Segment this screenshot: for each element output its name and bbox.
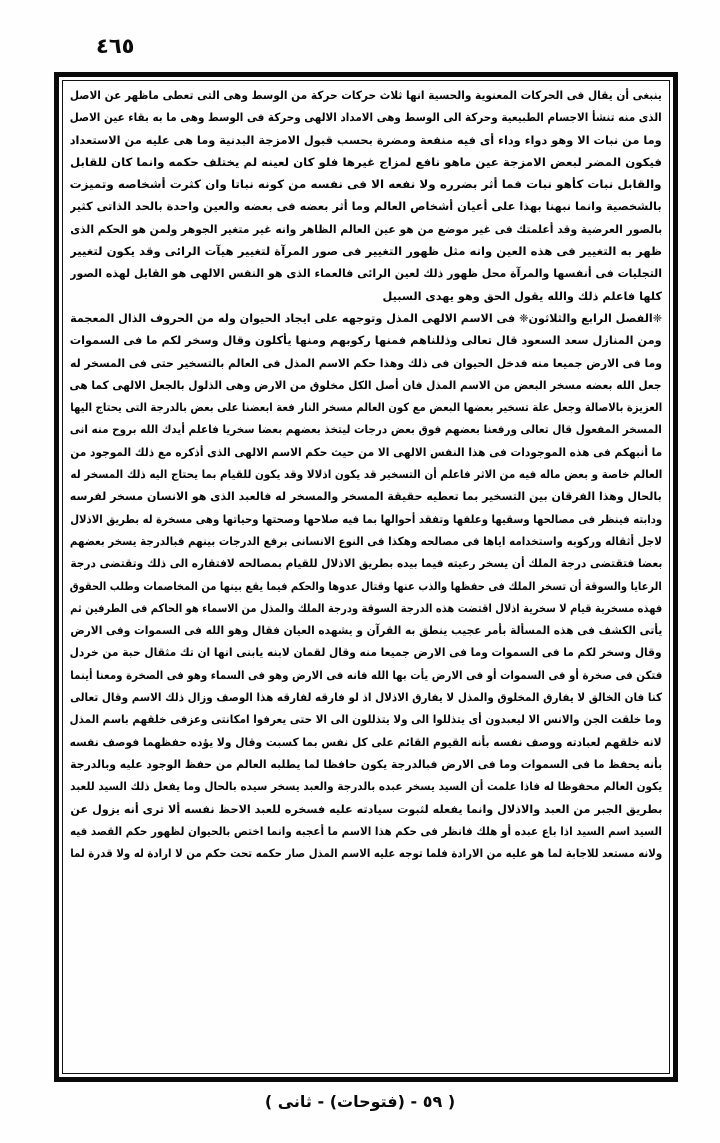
line-text: وقال وسخر لكم ما فى السموات وما فى الارض جميعا منه وقال لقمان لابنه يابنى انها ان تك مثقال حبة من خردل	[70, 646, 662, 660]
body-line	[70, 263, 662, 285]
body-line	[70, 821, 662, 843]
body-line	[70, 531, 662, 553]
line-text: ينبغى أن يقال فى الحركات المعنوية والحسية انها ثلاث حركات حركة من الوسط وهى التى تعطى ماظهر عن الاصل	[70, 89, 662, 102]
line-text: الذى منه تنشأ الاجسام الطبيعية وحركة الى الوسط وهى الامداد الالهى وحركة فى الوسط وهى ما به بقاء عين الاصل	[70, 111, 662, 125]
line-text: السيد اسم السيد اذا باع عبده أو هلك فانظر فى حكم هذا الاسم ما أعجبه وانما اختص بالحيوان لظهور حكم القصد فيه	[70, 824, 662, 838]
line-text: ما أنبهكم فى هذه الموجودات فى هذا النفس الالهى الا من حيث حكم الاسم الالهى الذى أذكره مع ذلك الموجود من	[70, 445, 662, 459]
line-text: فيكون المضر لبعض الامزجة عين ماهو نافع لمزاج غيرها فلو كان لعينه لم يختلف حكمه وانما كان للقابل	[70, 155, 662, 169]
body-line	[70, 642, 662, 664]
line-text: ❈الفصل الرابع والثلاثون❈ فى الاسم الالهى المذل وتوجهه على ايجاد الحيوان وله من الحروف الذال المعجمة	[70, 311, 662, 325]
line-text: ودابته فينظر فى مصالحها وسقيها وعلفها وتفقد أحوالها بما فيه صلاحها وصحتها وحياتها وهى مسخرة له بطريق الاذلال	[70, 512, 662, 526]
line-text: ولانه مستعد للاجابة لما هو عليه من الارادة فلما توجه عليه الاسم المذل صار حكمه تحت حكم من لا ارادة له ولا قدرة لما	[70, 847, 662, 861]
body-line	[70, 442, 662, 464]
body-line	[70, 576, 662, 598]
line-text: فهذه مسخرية قيام لا سخرية اذلال اقتضت هذه الدرجة السوقة ودرجة الملك والمذل من الاسماء هو الحاكم فى الطرفين ثم	[70, 601, 662, 615]
body-line	[70, 375, 662, 397]
body-line	[70, 330, 662, 352]
body-text-column	[70, 85, 662, 1071]
page-number: ٤٦٥	[96, 34, 135, 58]
body-line	[70, 598, 662, 620]
footer-signature: ( ٥٩ - (فتوحات) - ثانى )	[264, 1092, 456, 1111]
body-line	[70, 241, 662, 263]
body-line	[70, 776, 662, 798]
line-text: فتكن فى صخرة أو فى السموات أو فى الارض يأت بها الله فانه فى الارض وهو فى السماء وهو فى الصخرة ومعنا أينما	[70, 668, 662, 682]
line-text: لاجل أثقاله وركوبه واستخدامه اياها فى مصالحه وهكذا فى النوع الانسانى برفع الدرجات بينهم فبالدرجة يسخر بعضهم	[70, 534, 662, 548]
line-text: بالحال وهذا الفرقان بين التسخير بما تعطيه حقيقة المسخر والمسخر له فالعبد الذى هو الانسان مسخر لفرسه	[70, 490, 662, 504]
line-text: بأنه يحفظ ما فى السموات وما فى الارض فبالدرجة يكون حافظا لما يطلبه العالم من حفظ الوجود عليه وبالدرجة	[70, 757, 662, 771]
body-line	[70, 709, 662, 731]
chapter-heading-line	[70, 308, 662, 330]
body-line	[70, 219, 662, 241]
body-line	[70, 509, 662, 531]
body-line	[70, 486, 662, 508]
body-line	[70, 620, 662, 642]
body-line	[70, 152, 662, 174]
line-text: لانه خلقهم لعبادته ووصف نفسه بأنه القيوم القائم على كل نفس بما كسبت وقال ولا يؤده حفظهما فوصف نفسه	[70, 735, 662, 749]
body-line	[70, 286, 662, 308]
body-line	[70, 799, 662, 821]
body-line	[70, 732, 662, 754]
body-line	[70, 85, 662, 107]
page-text-frame-inner-rule	[62, 80, 670, 1074]
line-text: يأتى الكشف فى هذه المسألة بأمر عجيب ينطق به القرآن و يشهده العيان فقال وهو الله فى السموات وفى الارض	[70, 624, 662, 638]
body-line	[70, 196, 662, 218]
body-line	[70, 687, 662, 709]
body-line	[70, 553, 662, 575]
body-line	[70, 464, 662, 486]
line-text: كلها فاعلم ذلك والله يقول الحق وهو يهدى السبيل	[382, 289, 662, 303]
line-text: ظهر به التغيير فى هذه العين وانه مثل ظهور التغيير فى صور المرآة لتغيير هيآت الرائى وقد يكون لتغيير	[70, 245, 662, 259]
line-text: العزيزة بالاصالة وجعل علة تسخير بعضها البعض مع كون العالم مسخر النار فعة ابعضنا على بعض بالدرجة التى يحتاج اليها	[70, 401, 662, 415]
body-line	[70, 107, 662, 129]
body-line	[70, 665, 662, 687]
line-text: ومن المنازل سعد السعود قال تعالى وذللناهم فمنها ركوبهم ومنها يأكلون وقال وسخر لكم ما فى السموات	[70, 334, 662, 348]
body-line	[70, 843, 662, 865]
line-text: بعضا فتقتضى درجة الملك أن يسخر رعيته فيما بيده بطريق الاذلال للقيام بمصالحه لافتقاره الى ذلك وتقتضى درجة	[70, 557, 662, 571]
line-text: والقابل نبات كأهو نبات فما أثر بضرره ولا نفعه الا فى نفسه من كونه نباتا وان كثرت أشخاصه وتميزت	[70, 178, 662, 192]
line-text: المسخر المفعول قال تعالى ورفعنا بعضهم فوق بعض درجات ليتخذ بعضهم بعضا سخريا فاعلم أيدك الله بروح منه انى	[70, 423, 662, 437]
body-line	[70, 397, 662, 419]
line-text: الرعايا والسوقة أن تسخر الملك فى حفظها والذب عنها وقتال عدوها والحكم فيما يقع بينها من المخاصمات وطلب الحقوق	[70, 579, 662, 593]
line-text: وما من نبات الا وهو دواء وداء أى فيه منفعة ومضرة بحسب قبول الامزجة البدنية وما هى عليه من الاستعداد	[70, 133, 662, 147]
line-text: جعل الله بعضه مسخر البعض من الاسم المذل فان أصل الكل مخلوق من الارض وهى الذلول بالجعل الالهى كما هى	[70, 378, 662, 392]
body-line	[70, 174, 662, 196]
page-text-frame	[54, 72, 678, 1082]
line-text: بالشخصية وانما نبهنا بهذا على أعيان أشخاص العالم وما أثر بعضه فى بعضه والعين واحدة بالحد الذاتى كثير	[70, 200, 662, 214]
line-text: وما فى الارض جميعا منه فدخل الحيوان فى ذلك وهذا حكم الاسم المذل فى العالم بالتسخير حتى فى المسخر له	[70, 356, 662, 370]
body-line	[70, 130, 662, 152]
body-line	[70, 353, 662, 375]
line-text: كنا فان الخالق لا يفارق المخلوق والمذل لا يفارق الاذلال اذ لو فارقه لفارقه هذا الوصف وزال ذلك الاسم وقال تعالى	[70, 691, 662, 705]
line-text: بطريق الجبر من العبد والاذلال وانما يفعله لثبوت سيادته عليه فسخره للعبد الاحظ نفسه ألا ترى أنه يزول عن	[70, 802, 662, 816]
line-text: وما خلقت الجن والانس الا ليعبدون أى يتذللوا الى ولا يتذللون الى الا حتى يعرفوا امكانتى وعزفى خلقهم باسم المذل	[70, 713, 662, 727]
line-text: يكون العالم محفوظا له فاذا علمت أن السيد يسخر عبده بالدرجة والعبد يسخر سيده بالحال وما يفعل ذلك السيد للعبد	[70, 780, 662, 794]
line-text: بالصور العرضية وقد أعلمتك فى غير موضع من هو عين العالم الظاهر وانه غير متغير الجوهر ولمن هو الحكم الذى	[70, 222, 662, 236]
line-text: التجليات فى أنفسها والمرآة محل ظهور ذلك لعين الرائى فالعماء الذى هو النفس الالهى هو القابل لهذه الصور	[70, 267, 662, 281]
line-text: العالم خاصة و بعض ماله فيه من الاثر فاعلم أن التسخير قد يكون اذلالا وقد يكون للقيام بما يحتاج اليه ذلك المسخر له	[70, 468, 662, 482]
body-line	[70, 754, 662, 776]
body-line	[70, 419, 662, 441]
